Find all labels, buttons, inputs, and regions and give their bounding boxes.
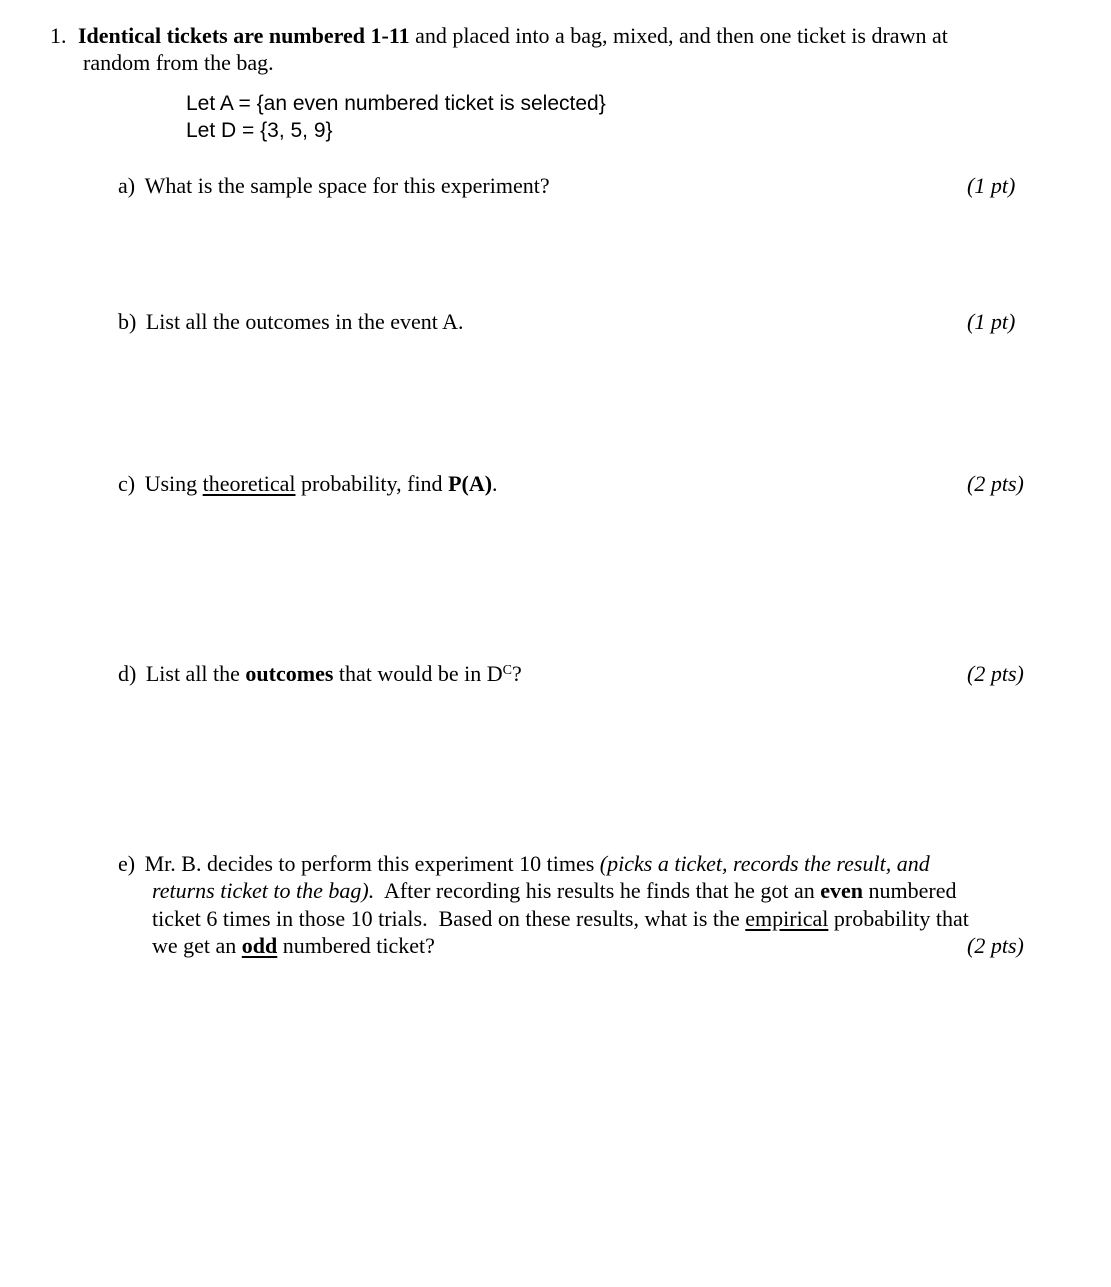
question-e-line1-plain: Mr. B. decides to perform this experiment 10 times bbox=[144, 851, 600, 876]
definition-a-value: {an even numbered ticket is selected} bbox=[256, 92, 606, 115]
question-c-mid: probability, find bbox=[295, 471, 449, 496]
question-c-pre: Using bbox=[144, 471, 203, 496]
problem-intro-rest: and placed into a bag, mixed, and then one ticket is drawn at bbox=[409, 23, 948, 48]
question-e-line-4 bbox=[152, 932, 435, 960]
question-e-line-3 bbox=[152, 905, 969, 933]
question-c-underlined: theoretical bbox=[202, 471, 296, 496]
definition-d bbox=[186, 117, 333, 145]
question-e-line3-post: probability that bbox=[828, 906, 969, 931]
question-a-points: (1 pt) bbox=[967, 173, 1016, 198]
question-a-text: What is the sample space for this experiment? bbox=[144, 173, 550, 198]
question-e-line-1 bbox=[118, 850, 930, 878]
question-e-line2-pre: After recording his results he finds that he got an bbox=[374, 878, 821, 903]
question-d-post: ? bbox=[512, 661, 522, 686]
question-e-line1-italic: (picks a ticket, records the result, and bbox=[599, 851, 930, 876]
question-e-line2-italic: returns ticket to the bag). bbox=[152, 878, 375, 903]
question-e-line3-pre: ticket 6 times in those 10 trials. Based on these results, what is the bbox=[152, 906, 746, 931]
question-b bbox=[118, 308, 464, 336]
question-c-post: . bbox=[492, 471, 498, 496]
question-c-bold: P(A) bbox=[448, 471, 493, 496]
question-b-text: List all the outcomes in the event A. bbox=[145, 309, 464, 334]
question-d-pre: List all the bbox=[145, 661, 246, 686]
definition-a bbox=[186, 90, 606, 118]
problem-intro-line-2: random from the bag. bbox=[83, 50, 274, 75]
question-c-text bbox=[145, 471, 498, 496]
question-b-label: b) bbox=[118, 309, 137, 334]
question-c-label: c) bbox=[118, 471, 136, 496]
question-e-line2-bold: even bbox=[820, 878, 863, 903]
question-d-superscript: C bbox=[502, 663, 513, 678]
problem-intro-line-1 bbox=[50, 22, 948, 50]
question-e-line4-post: numbered ticket? bbox=[277, 933, 435, 958]
question-e-line4-pre: we get an bbox=[152, 933, 242, 958]
question-d-bold: outcomes bbox=[245, 661, 334, 686]
question-e-line3-underlined: empirical bbox=[745, 906, 829, 931]
question-e-label: e) bbox=[118, 851, 136, 876]
question-c-points: (2 pts) bbox=[967, 471, 1024, 496]
question-d-points: (2 pts) bbox=[967, 661, 1024, 686]
question-d-mid: that would be in D bbox=[333, 661, 503, 686]
question-a bbox=[118, 172, 550, 200]
question-c bbox=[118, 470, 498, 498]
question-e-points: (2 pts) bbox=[967, 933, 1024, 958]
question-e-line2-post: numbered bbox=[862, 878, 957, 903]
question-d-text bbox=[146, 661, 522, 686]
question-e-line4-bold-underlined: odd bbox=[241, 933, 278, 958]
question-a-label: a) bbox=[118, 173, 136, 198]
definition-d-value: {3, 5, 9} bbox=[260, 119, 333, 142]
definition-a-label: Let A = bbox=[186, 92, 257, 115]
question-e-line-2 bbox=[152, 877, 956, 905]
question-b-points: (1 pt) bbox=[967, 309, 1016, 334]
problem-number: 1. bbox=[50, 23, 67, 48]
question-d bbox=[118, 660, 522, 688]
problem-intro-bold: Identical tickets are numbered 1-11 bbox=[78, 23, 410, 48]
definition-d-label: Let D = bbox=[186, 119, 261, 142]
question-d-label: d) bbox=[118, 661, 137, 686]
